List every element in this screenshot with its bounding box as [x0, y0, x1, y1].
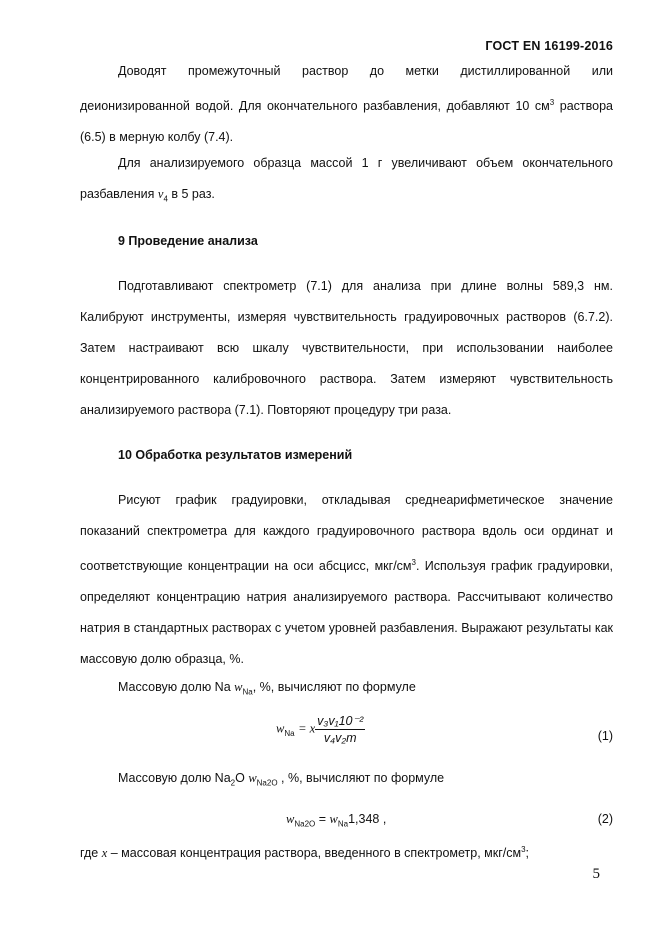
- formula-2: [286, 812, 386, 829]
- page-number: 5: [592, 866, 600, 882]
- formula-intro-na: [118, 680, 416, 697]
- subscript-2: 2: [266, 778, 272, 788]
- symbol-w: w: [234, 680, 243, 694]
- fraction-denominator: v₄v₂m: [323, 731, 357, 745]
- paragraph-text: где: [80, 846, 102, 861]
- subscript-na-text: Na: [294, 819, 305, 829]
- paragraph-text: , %, вычисляют по формуле: [252, 680, 416, 694]
- paragraph-calibration: [80, 485, 613, 675]
- subscript-na-text: Na: [256, 778, 267, 788]
- variable-v: v: [157, 187, 164, 201]
- paragraph-text: Для анализируемого образца массой 1 г увеличивают объем окончательного разбавления: [80, 156, 613, 201]
- paragraph-text: O: [235, 771, 249, 785]
- paragraph-text: в 5 раз.: [167, 187, 215, 201]
- paragraph-text: Доводят промежуточный раствор до метки дистиллированной или деионизированной водой. Для окончательного разбавления, добавляют 10 см: [80, 64, 613, 114]
- paragraph-analysis: Подготавливают спектрометр (7.1) для анализа при длине волны 589,3 нм. Калибруют инструменты, измеряя чувствительность градуировочных растворов (6.7.2). Затем настраивают всю шкалу чувствительности, при использовании наиболее концентрированного калибровочного раствора. Затем измеряют чувствительность анализируемого раствора (7.1). Повторяют процедуру три раза.: [80, 279, 613, 417]
- paragraph-text: ;: [525, 846, 530, 861]
- paragraph-text: Массовую долю Na: [118, 680, 235, 694]
- formula-number-2: (2): [597, 812, 613, 826]
- symbol-w: w: [329, 812, 338, 826]
- fraction-numerator: v₃v₁10⁻²: [317, 714, 364, 728]
- subscript-o: O: [309, 819, 316, 829]
- paragraph-text: Массовую долю Na: [118, 771, 231, 785]
- superscript: 3: [521, 845, 526, 854]
- document-standard-header: ГОСТ EN 16199-2016: [485, 39, 613, 53]
- formula-1: [276, 713, 365, 745]
- formula-factor: 1,348 ,: [348, 812, 387, 826]
- subscript: 2: [230, 778, 236, 788]
- formula-lhs: = x: [298, 721, 316, 736]
- symbol-w: w: [276, 721, 285, 736]
- subscript-na: Na: [284, 728, 295, 738]
- formula-fraction: [315, 713, 365, 745]
- subscript: 4: [163, 194, 168, 204]
- superscript: 3: [411, 558, 416, 567]
- subscript-o: O: [271, 778, 278, 788]
- formula-equals: =: [315, 812, 330, 826]
- paragraph-text: – массовая концентрация раствора, введенного в спектрометр, мкг/см: [107, 846, 522, 861]
- section-heading-10: 10 Обработка результатов измерений: [118, 448, 353, 462]
- variable-definition-x: [80, 845, 529, 861]
- paragraph-text: . Используя график градуировки, определяют концентрацию натрия анализируемого раствора. Рассчитывают количество натрия в стандартных растворах с учетом уровней разбавления. Выражают результаты как массовую долю образца, %.: [80, 559, 613, 667]
- subscript-2: 2: [304, 819, 310, 829]
- variable-x: x: [101, 846, 108, 861]
- section-heading-9: 9 Проведение анализа: [118, 234, 258, 248]
- paragraph-text: Рисуют график градуировки, откладывая среднеарифметическое значение показаний спектрометра для каждого градуировочного раствора вдоль оси ординат и соответствующие концентрации на оси абсцисс, мкг/см: [80, 493, 613, 574]
- formula-number-1: (1): [597, 729, 613, 743]
- paragraph-text: , %, вычисляют по формуле: [277, 771, 445, 785]
- subscript-na: Na: [337, 819, 349, 829]
- formula-intro-na2o: [118, 771, 444, 788]
- subscript-na2o: [294, 820, 315, 829]
- paragraph-text: раствора (6.5) в мерную колбу (7.4).: [80, 99, 613, 145]
- paragraph-dilution: [80, 56, 613, 153]
- symbol-w: w: [248, 771, 257, 785]
- paragraph-sample-dilution: [80, 148, 613, 215]
- subscript-na: Na: [242, 687, 253, 697]
- symbol-w: w: [286, 812, 295, 826]
- superscript: 3: [549, 98, 555, 107]
- subscript-na2o: [257, 779, 278, 788]
